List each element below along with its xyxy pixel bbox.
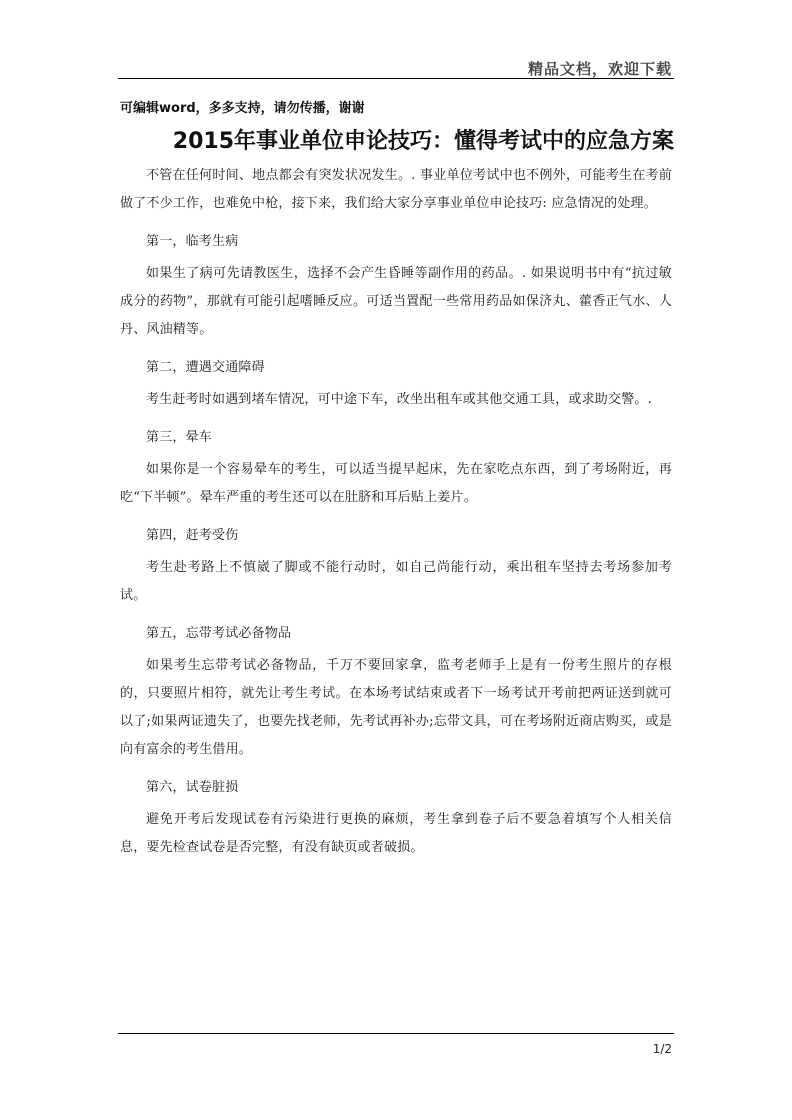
footer-divider — [118, 1033, 674, 1034]
paragraph: 考生赶考时如遇到堵车情况，可中途下车，改坐出租车或其他交通工具，或求助交警。. — [146, 392, 652, 407]
paragraph: 如果生了病可先请教医生，选择不会产生昏睡等副作用的药品。. 如果说明书中有“抗过敏成分的药物”，那就有可能引起嗜睡反应。可适当置配一些常用药品如保济丸、藿香正气水、人丹、风油精等。 — [120, 266, 672, 337]
paragraph: 考生赴考路上不慎崴了脚或不能行动时，如自己尚能行动，乘出租车坚持去考场参加考试。 — [120, 560, 672, 603]
section-heading: 第四，赶考受伤 — [146, 528, 239, 543]
section-heading: 第一，临考生病 — [146, 234, 239, 249]
document-body — [120, 162, 672, 872]
edit-note: 可编辑word，多多支持，请勿传播，谢谢 — [120, 101, 365, 116]
section-heading: 第二，遭遇交通障碍 — [146, 360, 265, 375]
section-heading: 第五，忘带考试必备物品 — [146, 626, 292, 641]
page-number: 1/2 — [652, 1042, 672, 1056]
section-heading: 第六，试卷脏损 — [146, 780, 239, 795]
header-text: 精品文档，欢迎下载 — [527, 60, 672, 78]
document-title: 2015年事业单位申论技巧：懂得考试中的应急方案 — [172, 129, 674, 154]
paragraph: 如果你是一个容易晕车的考生，可以适当提早起床，先在家吃点东西，到了考场附近，再吃“下半顿”。晕车严重的考生还可以在肚脐和耳后贴上姜片。 — [120, 462, 672, 505]
section-heading: 第三，晕车 — [146, 430, 213, 445]
paragraph: 避免开考后发现试卷有污染进行更换的麻烦，考生拿到卷子后不要急着填写个人相关信息，要先检查试卷是否完整，有没有缺页或者破损。 — [120, 812, 672, 855]
paragraph: 不管在任何时间、地点都会有突发状况发生。. 事业单位考试中也不例外，可能考生在考前做了不少工作，也难免中枪，接下来，我们给大家分享事业单位申论技巧: 应急情况的处理。 — [120, 168, 672, 211]
paragraph: 如果考生忘带考试必备物品，千万不要回家拿，监考老师手上是有一份考生照片的存根的，只要照片相符，就先让考生考试。在本场考试结束或者下一场考试开考前把两证送到就可以了;如果两证遗失了，也要先找老师，先考试再补办;忘带文具，可在考场附近商店购买，或是向有富余的考生借用。 — [120, 658, 672, 757]
header-divider — [118, 78, 674, 79]
